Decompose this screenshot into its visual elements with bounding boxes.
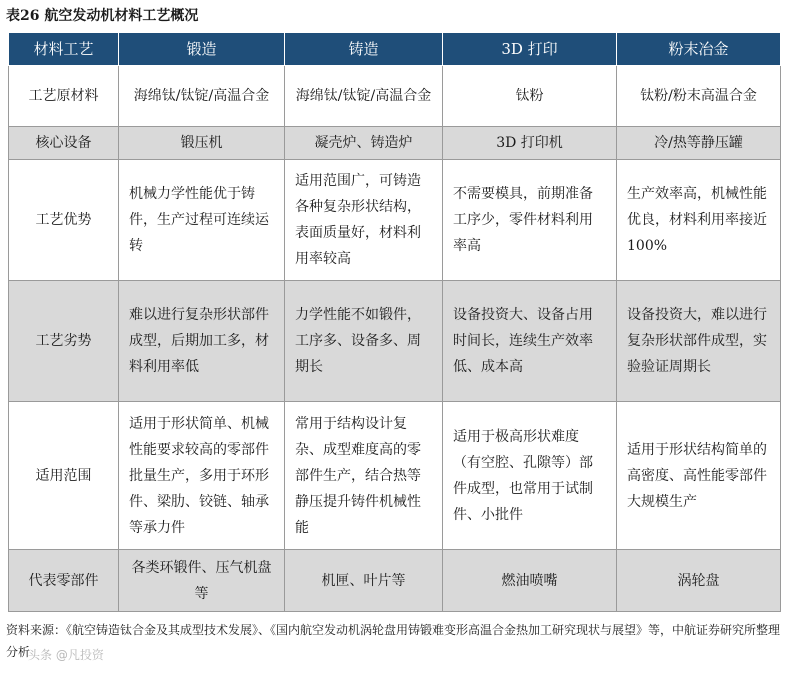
table-cell: 适用范围广，可铸造各种复杂形状结构，表面质量好，材料利用率较高 [285,160,443,281]
table-cell: 涡轮盘 [617,550,781,612]
row-label: 工艺原材料 [9,66,119,127]
table-cell: 机械力学性能优于铸件，生产过程可连续运转 [119,160,285,281]
table-cell: 海绵钛/钛锭/高温合金 [285,66,443,127]
table-cell: 机匣、叶片等 [285,550,443,612]
table-cell: 海绵钛/钛锭/高温合金 [119,66,285,127]
table-cell: 钛粉/粉末高温合金 [617,66,781,127]
row-label: 核心设备 [9,127,119,160]
table-row-raw-materials [9,66,781,127]
table-row-disadvantages [9,281,781,402]
row-label: 工艺优势 [9,160,119,281]
table-cell: 凝壳炉、铸造炉 [285,127,443,160]
table-cell: 适用于形状简单、机械性能要求较高的零部件批量生产，多用于环形件、梁肋、铰链、轴承等承力件 [119,402,285,550]
source-note: 资料来源：《航空铸造钛合金及其成型技术发展》、《国内航空发动机涡轮盘用铸锻难变形高温合金热加工研究现状与展望》等，中航证券研究所整理分析 [6,623,781,659]
table-cell: 设备投资大，难以进行复杂形状部件成型，实验验证周期长 [617,281,781,402]
table-cell: 3D 打印机 [443,127,617,160]
header-cell-process: 材料工艺 [9,33,119,66]
header-cell-powder-metallurgy: 粉末冶金 [617,33,781,66]
table-cell: 设备投资大、设备占用时间长，连续生产效率低、成本高 [443,281,617,402]
table-cell: 燃油喷嘴 [443,550,617,612]
process-table [8,32,781,612]
table-cell: 冷/热等静压罐 [617,127,781,160]
table-cell: 难以进行复杂形状部件成型，后期加工多，材料利用率低 [119,281,285,402]
row-label: 代表零部件 [9,550,119,612]
row-label: 适用范围 [9,402,119,550]
table-cell: 力学性能不如锻件，工序多、设备多、周期长 [285,281,443,402]
header-cell-3d-printing: 3D 打印 [443,33,617,66]
table-title: 表26 航空发动机材料工艺概况 [6,8,199,24]
table-cell: 各类环锻件、压气机盘等 [119,550,285,612]
watermark: 头条 @凡投资 [28,648,104,662]
table-cell: 适用于极高形状难度（有空腔、孔隙等）部件成型，也常用于试制件、小批件 [443,402,617,550]
table-row-representative-parts [9,550,781,612]
header-cell-casting: 铸造 [285,33,443,66]
table-cell: 钛粉 [443,66,617,127]
table-row-advantages [9,160,781,281]
table-cell: 不需要模具，前期准备工序少，零件材料利用率高 [443,160,617,281]
header-row [9,33,781,66]
table-cell: 适用于形状结构简单的高密度、高性能零部件大规模生产 [617,402,781,550]
row-label: 工艺劣势 [9,281,119,402]
table-cell: 生产效率高，机械性能优良，材料利用率接近 100% [617,160,781,281]
table-row-core-equipment [9,127,781,160]
table-cell: 锻压机 [119,127,285,160]
table-cell: 常用于结构设计复杂、成型难度高的零部件生产，结合热等静压提升铸件机械性能 [285,402,443,550]
header-cell-forging: 锻造 [119,33,285,66]
table-row-scope [9,402,781,550]
